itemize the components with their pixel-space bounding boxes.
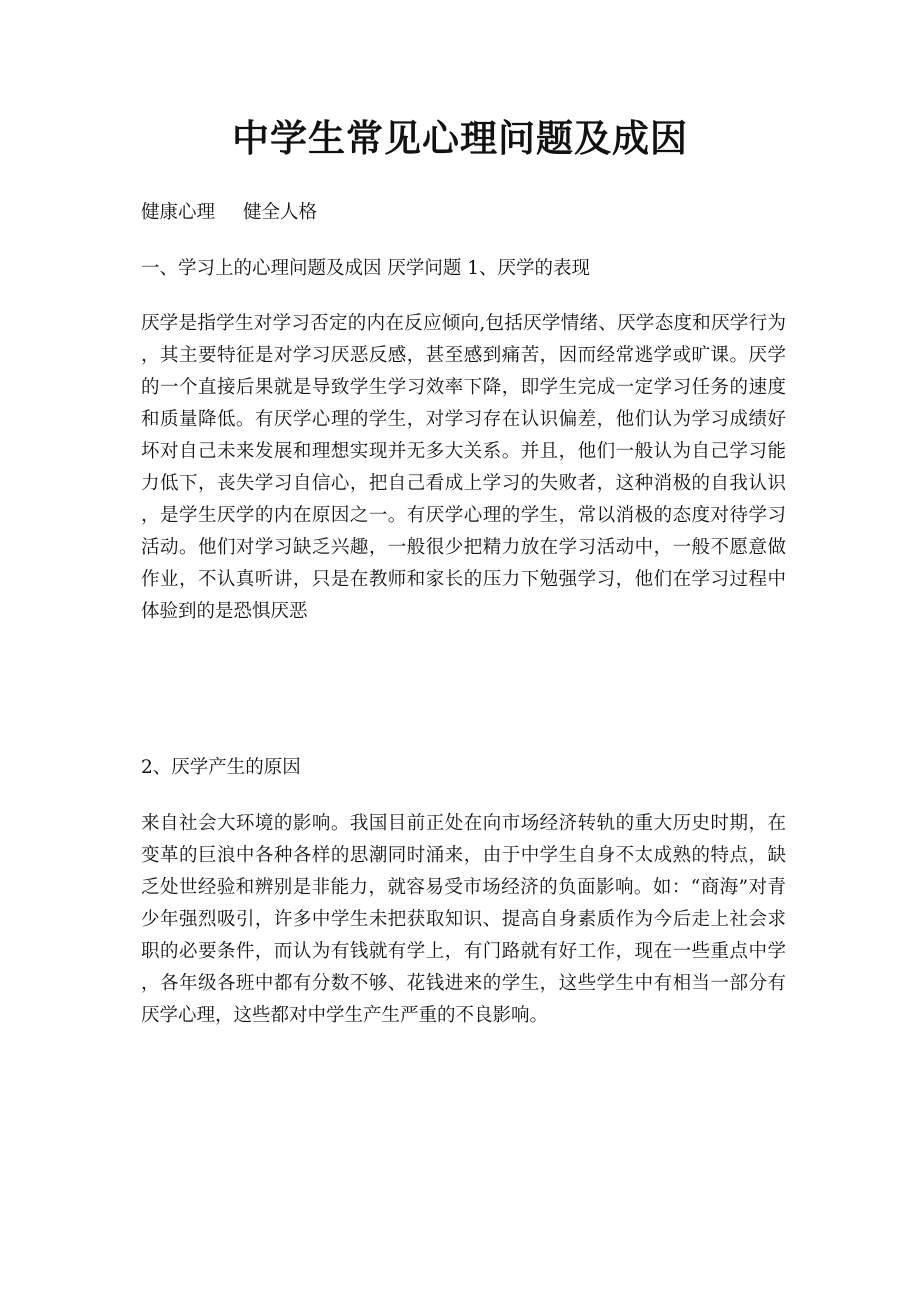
- paragraph-1: 厌学是指学生对学习否定的内在反应倾向,包括厌学情绪、厌学态度和厌学行为，其主要特征是对学习厌恶反感，甚至感到痛苦，因而经常逃学或旷课。厌学的一个直接后果就是导致学生学习效率下降，即学生完成一定学习任务的速度和质量降低。有厌学心理的学生，对学习存在认识偏差，他们认为学习成绩好坏对自己未来发展和理想实现并无多大关系。并且，他们一般认为自己学习能力低下，丧失学习自信心，把自己看成上学习的失败者，这种消极的自我认识，是学生厌学的内在原因之一。有厌学心理的学生，常以消极的态度对待学习活动。他们对学习缺乏兴趣，一般很少把精力放在学习活动中，一般不愿意做作业，不认真听讲，只是在教师和家长的压力下勉强学习，他们在学习过程中体验到的是恐惧厌恶: [141, 313, 786, 622]
- section-2-heading: 2、厌学产生的原因: [141, 757, 301, 778]
- tag-sound-personality: 健全人格: [243, 202, 318, 223]
- paragraph-2: 来自社会大环境的影响。我国目前正处在向市场经济转轨的重大历史时期，在变革的巨浪中各种各样的思潮同时涌来，由于中学生自身不太成熟的特点，缺乏处世经验和辨别是非能力，就容易受市场经济的负面影响。如：“商海”对青少年强烈吸引，许多中学生未把获取知识、提高自身素质作为今后走上社会求职的必要条件，而认为有钱就有学上，有门路就有好工作，现在一些重点中学，各年级各班中都有分数不够、花钱进来的学生，这些学生中有相当一部分有厌学心理，这些都对中学生产生严重的不良影响。: [141, 813, 786, 1026]
- section-1-heading: 一、学习上的心理问题及成因 厌学问题 1、厌学的表现: [141, 258, 591, 279]
- document-title: 中学生常见心理问题及成因: [232, 116, 688, 160]
- tag-healthy-mind: 健康心理: [141, 202, 216, 223]
- tags-line: [141, 197, 317, 229]
